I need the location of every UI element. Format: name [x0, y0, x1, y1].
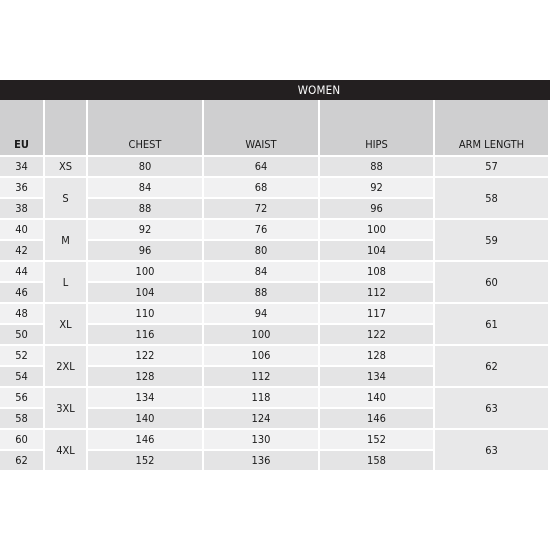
eu-size-cell: 62 — [0, 451, 45, 472]
waist-cell: 100 — [204, 325, 320, 346]
hips-cell: 134 — [320, 367, 435, 388]
hips-cell: 104 — [320, 241, 435, 262]
chest-cell: 92 — [88, 220, 204, 241]
table-row — [0, 388, 550, 409]
waist-cell: 112 — [204, 367, 320, 388]
chest-cell: 140 — [88, 409, 204, 430]
table-title: WOMEN — [88, 80, 550, 100]
chest-cell: 134 — [88, 388, 204, 409]
hips-cell: 88 — [320, 157, 435, 178]
eu-size-cell: 54 — [0, 367, 45, 388]
chest-cell: 80 — [88, 157, 204, 178]
hips-cell: 122 — [320, 325, 435, 346]
eu-size-cell: 48 — [0, 304, 45, 325]
hips-cell: 128 — [320, 346, 435, 367]
arm-length-cell: 57 — [435, 157, 550, 178]
hips-cell: 112 — [320, 283, 435, 304]
eu-size-cell: 34 — [0, 157, 45, 178]
arm-length-cell: 58 — [435, 178, 550, 220]
eu-size-cell: 58 — [0, 409, 45, 430]
eu-size-cell: 44 — [0, 262, 45, 283]
size-label-cell: XL — [45, 304, 88, 346]
header-hips: HIPS — [320, 100, 435, 157]
chest-cell: 100 — [88, 262, 204, 283]
table-body — [0, 157, 550, 472]
waist-cell: 84 — [204, 262, 320, 283]
chest-cell: 152 — [88, 451, 204, 472]
title-bar-left — [0, 80, 88, 100]
table-row — [0, 220, 550, 241]
chest-cell: 96 — [88, 241, 204, 262]
eu-size-cell: 60 — [0, 430, 45, 451]
size-table — [0, 100, 550, 472]
arm-length-cell: 60 — [435, 262, 550, 304]
size-label-cell: 3XL — [45, 388, 88, 430]
size-label-cell: 2XL — [45, 346, 88, 388]
hips-cell: 158 — [320, 451, 435, 472]
waist-cell: 68 — [204, 178, 320, 199]
eu-size-cell: 52 — [0, 346, 45, 367]
size-label-cell: M — [45, 220, 88, 262]
waist-cell: 94 — [204, 304, 320, 325]
chest-cell: 116 — [88, 325, 204, 346]
waist-cell: 76 — [204, 220, 320, 241]
waist-cell: 72 — [204, 199, 320, 220]
size-label-cell: L — [45, 262, 88, 304]
chest-cell: 88 — [88, 199, 204, 220]
size-chart — [0, 80, 550, 472]
hips-cell: 96 — [320, 199, 435, 220]
header-eu: EU — [0, 100, 45, 157]
arm-length-cell: 63 — [435, 430, 550, 472]
chest-cell: 146 — [88, 430, 204, 451]
eu-size-cell: 46 — [0, 283, 45, 304]
table-row — [0, 157, 550, 178]
header-arm-length: ARM LENGTH — [435, 100, 550, 157]
eu-size-cell: 40 — [0, 220, 45, 241]
eu-size-cell: 42 — [0, 241, 45, 262]
arm-length-cell: 59 — [435, 220, 550, 262]
hips-cell: 108 — [320, 262, 435, 283]
hips-cell: 92 — [320, 178, 435, 199]
header-waist: WAIST — [204, 100, 320, 157]
size-label-cell: S — [45, 178, 88, 220]
hips-cell: 100 — [320, 220, 435, 241]
eu-size-cell: 50 — [0, 325, 45, 346]
arm-length-cell: 63 — [435, 388, 550, 430]
waist-cell: 80 — [204, 241, 320, 262]
eu-size-cell: 36 — [0, 178, 45, 199]
table-row — [0, 178, 550, 199]
waist-cell: 64 — [204, 157, 320, 178]
header-row — [0, 100, 550, 157]
hips-cell: 140 — [320, 388, 435, 409]
hips-cell: 117 — [320, 304, 435, 325]
chest-cell: 84 — [88, 178, 204, 199]
title-bar — [0, 80, 550, 100]
table-row — [0, 304, 550, 325]
header-chest: CHEST — [88, 100, 204, 157]
chest-cell: 104 — [88, 283, 204, 304]
size-label-cell: XS — [45, 157, 88, 178]
chest-cell: 122 — [88, 346, 204, 367]
chest-cell: 128 — [88, 367, 204, 388]
header-size — [45, 100, 88, 157]
waist-cell: 106 — [204, 346, 320, 367]
waist-cell: 118 — [204, 388, 320, 409]
chest-cell: 110 — [88, 304, 204, 325]
eu-size-cell: 38 — [0, 199, 45, 220]
waist-cell: 130 — [204, 430, 320, 451]
table-row — [0, 430, 550, 451]
arm-length-cell: 62 — [435, 346, 550, 388]
table-row — [0, 262, 550, 283]
arm-length-cell: 61 — [435, 304, 550, 346]
eu-size-cell: 56 — [0, 388, 45, 409]
size-label-cell: 4XL — [45, 430, 88, 472]
hips-cell: 152 — [320, 430, 435, 451]
waist-cell: 88 — [204, 283, 320, 304]
hips-cell: 146 — [320, 409, 435, 430]
table-row — [0, 346, 550, 367]
waist-cell: 124 — [204, 409, 320, 430]
waist-cell: 136 — [204, 451, 320, 472]
